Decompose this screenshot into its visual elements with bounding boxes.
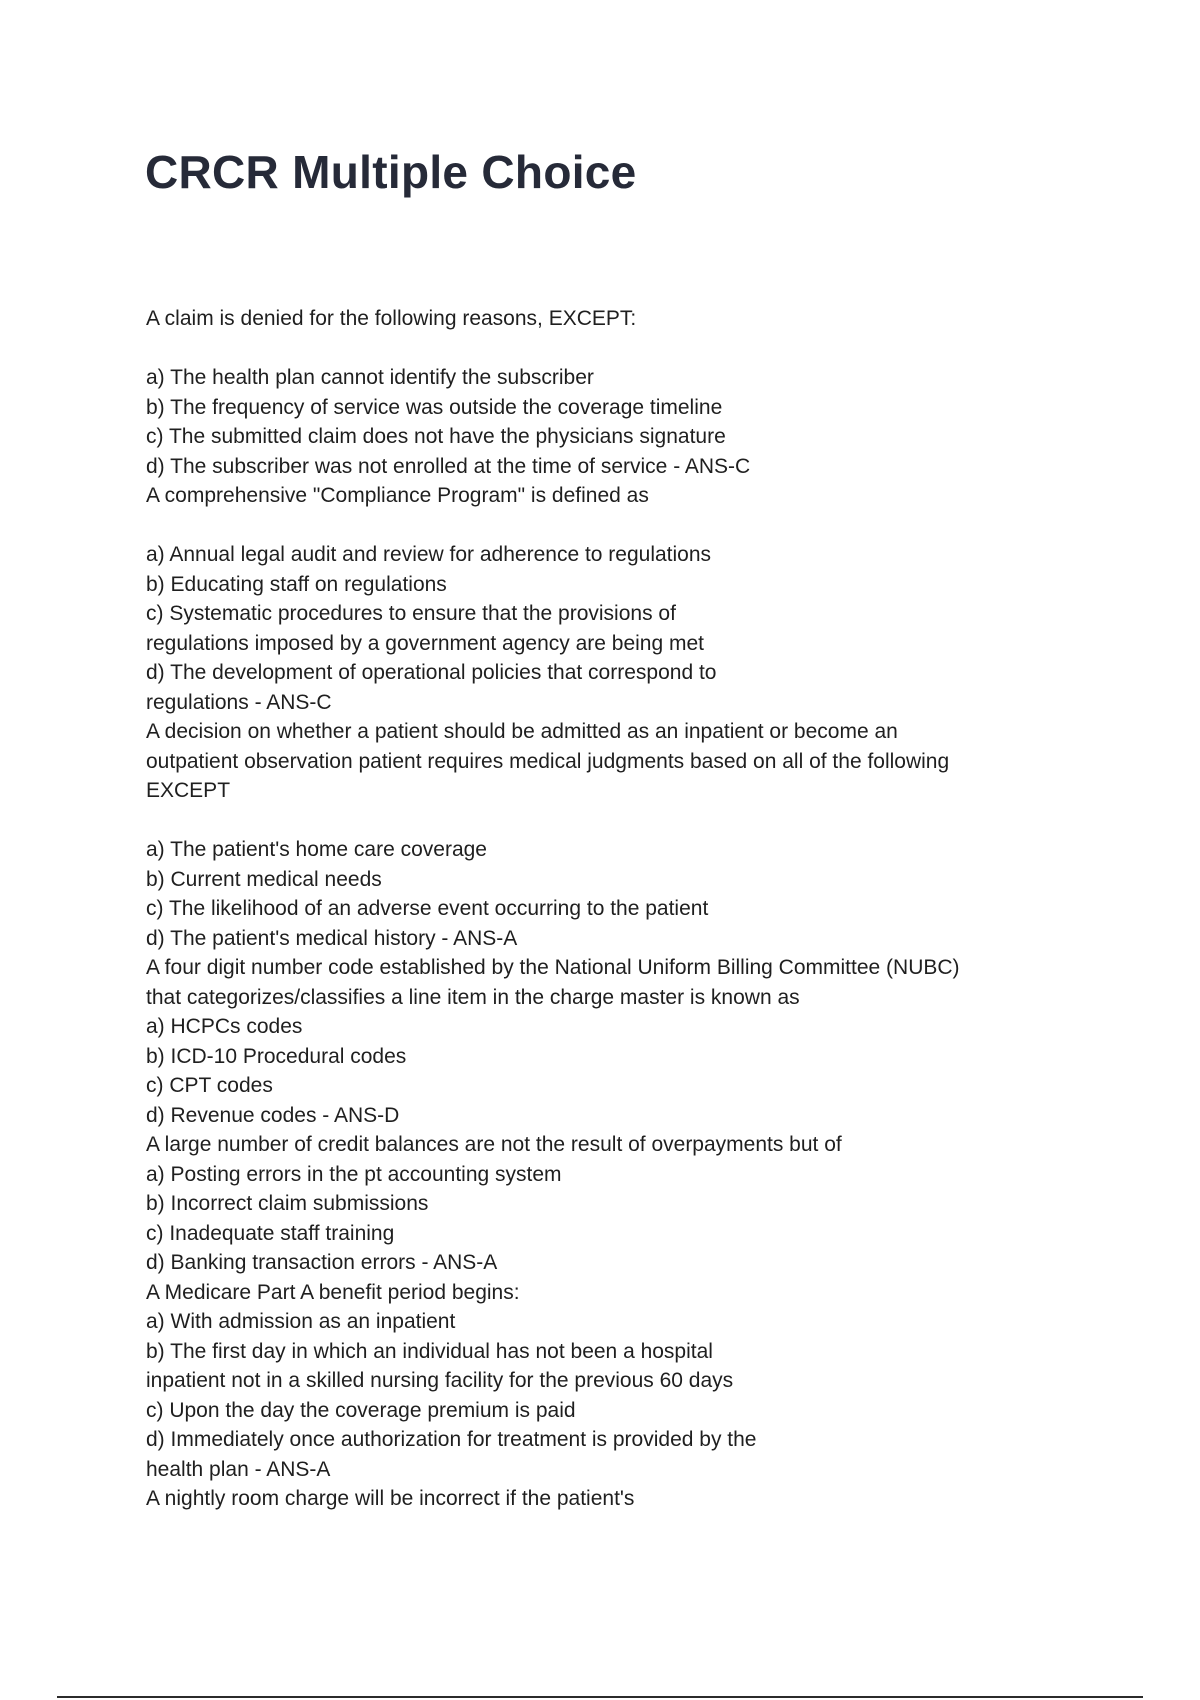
footer-divider xyxy=(57,1696,1143,1698)
text-line: A nightly room charge will be incorrect if the patient's xyxy=(146,1487,635,1510)
text-line: A decision on whether a patient should be admitted as an inpatient or become an xyxy=(146,720,898,743)
text-line: A comprehensive "Compliance Program" is defined as xyxy=(146,484,649,507)
text-line: A Medicare Part A benefit period begins: xyxy=(146,1280,520,1304)
blank-line xyxy=(146,334,1046,364)
text-line: a) HCPCs codes xyxy=(146,1015,303,1038)
text-line: a) Posting errors in the pt accounting system xyxy=(146,1162,562,1186)
text-line: c) The submitted claim does not have the physicians signature xyxy=(146,425,726,448)
text-line: health plan - ANS-A xyxy=(146,1457,331,1481)
text-line: b) Current medical needs xyxy=(146,867,382,891)
text-line: outpatient observation patient requires medical judgments based on all of the following xyxy=(146,749,950,773)
text-line: d) Banking transaction errors - ANS-A xyxy=(146,1251,498,1274)
text-line: a) With admission as an inpatient xyxy=(146,1310,456,1333)
text-line: that categorizes/classifies a line item in the charge master is known as xyxy=(146,985,800,1009)
text-line: regulations imposed by a government agency are being met xyxy=(146,631,704,655)
text-line: A four digit number code established by the National Uniform Billing Committee (NUBC) xyxy=(146,956,960,979)
text-line: b) ICD-10 Procedural codes xyxy=(146,1044,407,1068)
text-line: b) Educating staff on regulations xyxy=(146,572,447,596)
text-line: a) The health plan cannot identify the subscriber xyxy=(146,366,594,389)
text-line: c) The likelihood of an adverse event occurring to the patient xyxy=(146,897,709,920)
text-line: b) The first day in which an individual has not been a hospital xyxy=(146,1339,713,1363)
text-line: A large number of credit balances are not the result of overpayments but of xyxy=(146,1133,842,1156)
text-line: inpatient not in a skilled nursing facility for the previous 60 days xyxy=(146,1369,734,1392)
page-title: CRCR Multiple Choice xyxy=(145,146,637,198)
document-body xyxy=(146,304,1046,1514)
text-line: a) Annual legal audit and review for adherence to regulations xyxy=(146,543,712,566)
text-line: d) Immediately once authorization for treatment is provided by the xyxy=(146,1428,757,1451)
text-line: A claim is denied for the following reasons, EXCEPT: xyxy=(146,307,637,330)
text-line: d) The subscriber was not enrolled at the time of service - ANS-C xyxy=(146,454,751,478)
text-line: d) The patient's medical history - ANS-A xyxy=(146,926,518,950)
text-line: EXCEPT xyxy=(146,779,231,802)
text-line: b) The frequency of service was outside the coverage timeline xyxy=(146,395,723,419)
text-line: regulations - ANS-C xyxy=(146,690,332,714)
text-line: a) The patient's home care coverage xyxy=(146,838,487,861)
text-line: c) Inadequate staff training xyxy=(146,1221,395,1245)
text-line: c) CPT codes xyxy=(146,1074,273,1097)
text-line: b) Incorrect claim submissions xyxy=(146,1192,429,1215)
text-line: c) Upon the day the coverage premium is paid xyxy=(146,1398,576,1422)
text-line: d) The development of operational policies that correspond to xyxy=(146,661,717,684)
blank-line xyxy=(146,806,1046,836)
text-line: c) Systematic procedures to ensure that the provisions of xyxy=(146,602,676,625)
text-line: d) Revenue codes - ANS-D xyxy=(146,1103,400,1127)
blank-line xyxy=(146,511,1046,541)
